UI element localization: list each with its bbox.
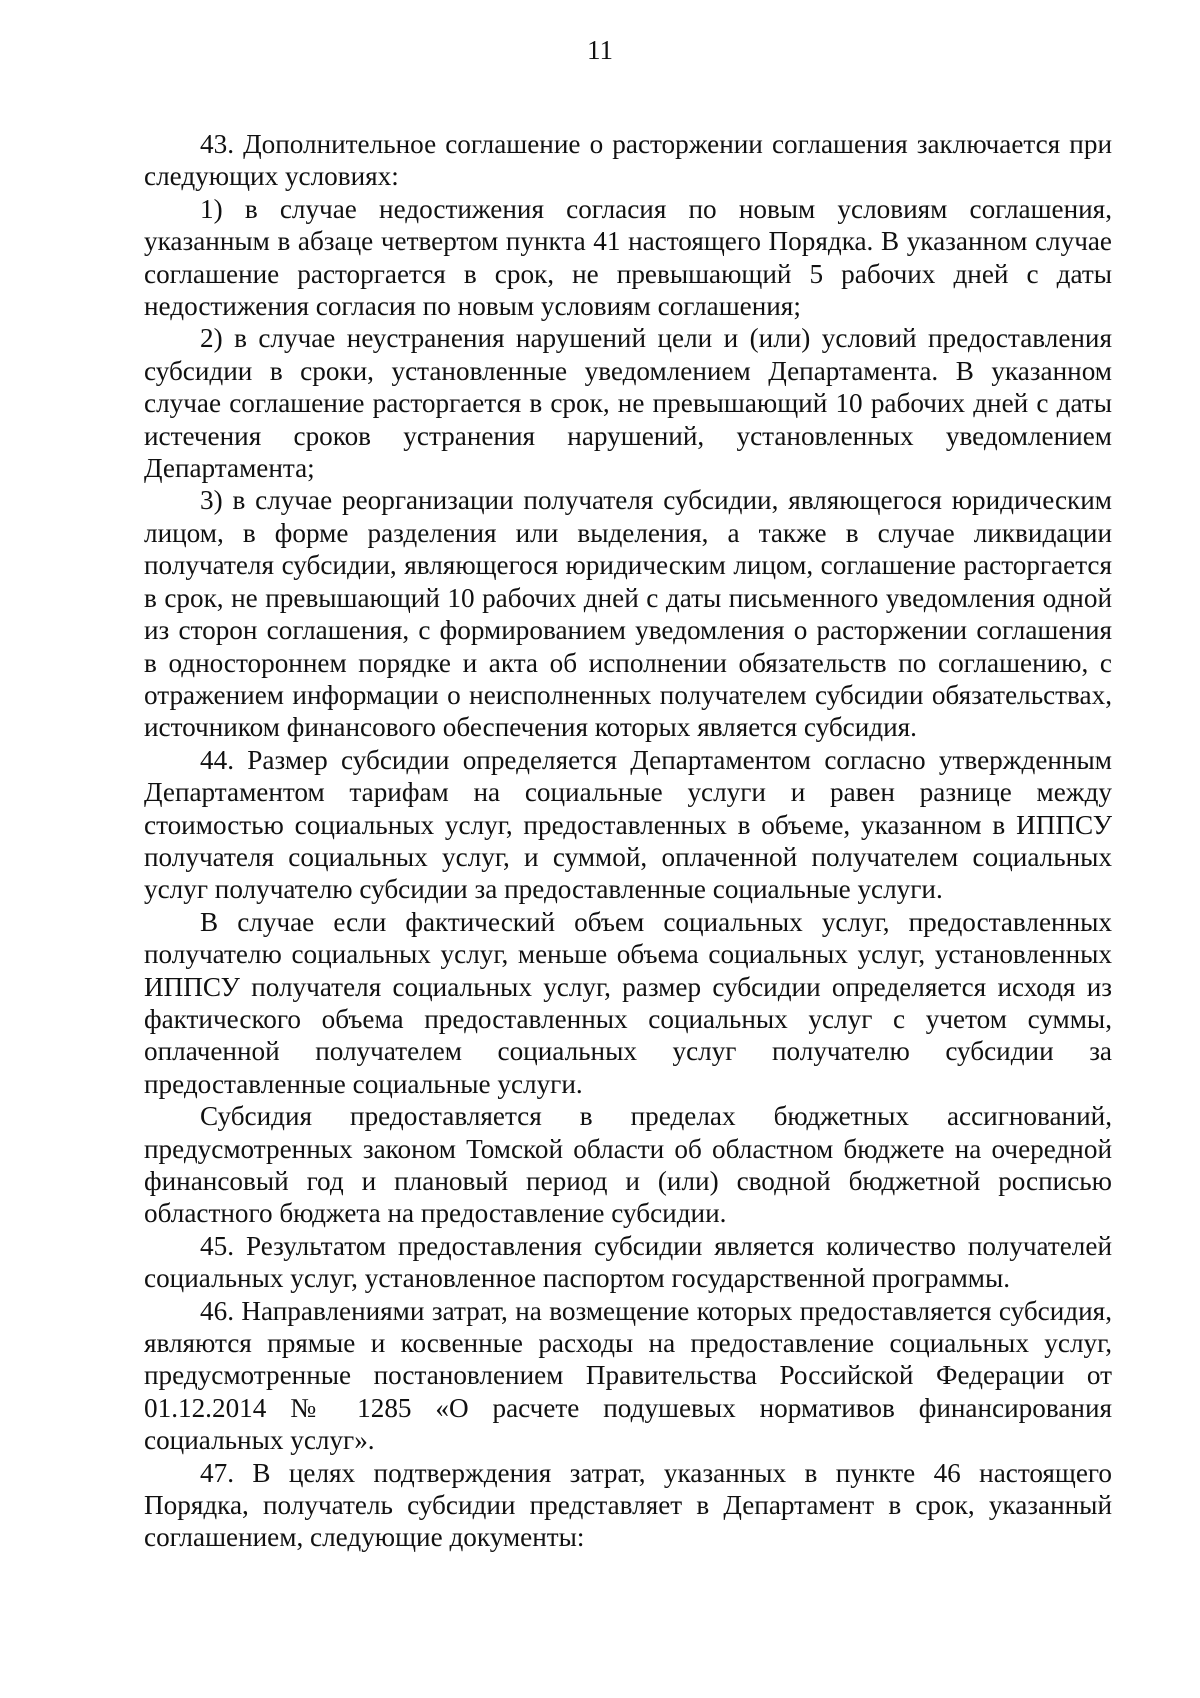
- paragraph-46: 46. Направлениями затрат, на возмещение которых предоставляется субсидия, являются прямые и косвенные расходы на предоставление социальных услуг, предусмотренные постановлением Правительства Российской Федерации от 01.12.2014 № 1285 «О расчете подушевых нормативов финансирования социальных услуг».: [144, 1295, 1112, 1456]
- paragraph-43: 43. Дополнительное соглашение о расторжении соглашения заключается при следующих условиях:: [144, 129, 1112, 192]
- paragraph-45: 45. Результатом предоставления субсидии является количество получателей социальных услуг, установленное паспортом государственной программы.: [144, 1230, 1112, 1294]
- paragraph-43-item-2: 2) в случае неустранения нарушений цели и (или) условий предоставления субсидии в сроки, установленные уведомлением Департамента. В указанном случае соглашение расторгается в срок, не превышающий 10 рабочих дней с даты истечения сроков устранения нарушений, установленных уведомлением Департамента;: [144, 323, 1112, 484]
- paragraph-44-actual-volume: В случае если фактический объем социальных услуг, предоставленных получателю социальных услуг, меньше объема социальных услуг, установленных ИППСУ получателя социальных услуг, размер субсидии определяется исходя из фактического объема предоставленных социальных услуг с учетом суммы, оплаченной получателем социальных услуг получателю субсидии за предоставленные социальные услуги.: [144, 906, 1112, 1099]
- page-number: 11: [587, 35, 613, 65]
- paragraph-43-item-1: 1) в случае недостижения согласия по новым условиям соглашения, указанным в абзаце четвертом пункта 41 настоящего Порядка. В указанном случае соглашение расторгается в срок, не превышающий 5 рабочих дней с даты недостижения согласия по новым условиям соглашения;: [144, 193, 1112, 322]
- paragraph-44: 44. Размер субсидии определяется Департаментом согласно утвержденным Департаментом тарифам на социальные услуги и равен разнице между стоимостью социальных услуг, предоставленных в объеме, указанном в ИППСУ получателя социальных услуг, и суммой, оплаченной получателем социальных услуг получателю субсидии за предоставленные социальные услуги.: [144, 744, 1112, 905]
- paragraph-43-item-3: 3) в случае реорганизации получателя субсидии, являющегося юридическим лицом, в форме разделения или выделения, а также в случае ликвидации получателя субсидии, являющегося юридическим лицом, соглашение расторгается в срок, не превышающий 10 рабочих дней с даты письменного уведомления одной из сторон соглашения, с формированием уведомления о расторжении соглашения в одностороннем порядке и акта об исполнении обязательств по соглашению, с отражением информации о неисполненных получателем субсидии обязательствах, источником финансового обеспечения которых является субсидия.: [144, 485, 1112, 743]
- document-body: [144, 128, 1112, 1554]
- paragraph-44-budget-limits: Субсидия предоставляется в пределах бюджетных ассигнований, предусмотренных законом Томской области об областном бюджете на очередной финансовый год и плановый период и (или) сводной бюджетной росписью областного бюджета на предоставление субсидии.: [144, 1101, 1112, 1229]
- paragraph-47: 47. В целях подтверждения затрат, указанных в пункте 46 настоящего Порядка, получатель субсидии представляет в Департамент в срок, указанный соглашением, следующие документы:: [144, 1457, 1112, 1553]
